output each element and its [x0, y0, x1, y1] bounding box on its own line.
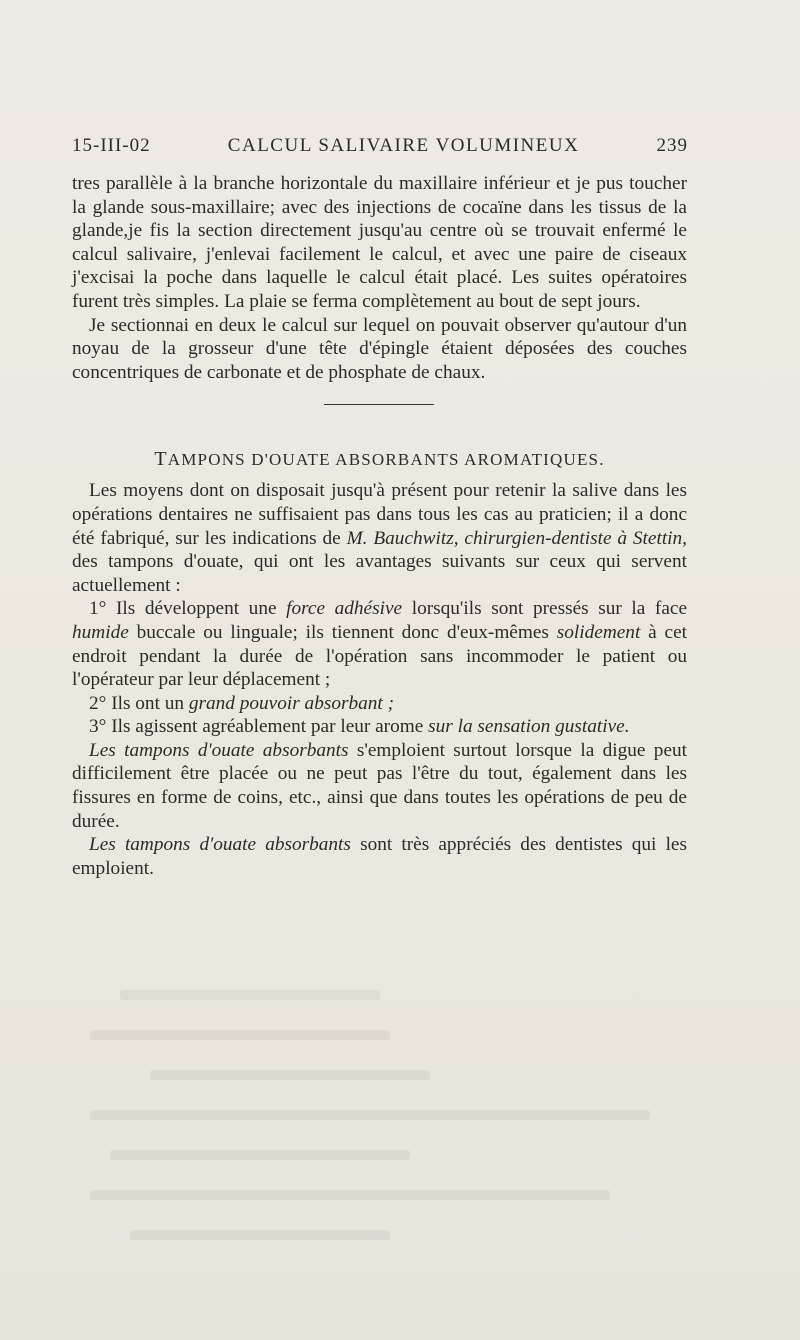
list-item — [72, 715, 687, 739]
list-text: lorsqu'ils sont pressés sur la face — [411, 598, 688, 620]
paragraph-continued: tres parallèle à la branche horizontale du maxillaire inférieur et je pus toucher la glande sous-maxillaire; avec des injections de cocaïne dans les tissus de la glande,je fis la section directement jusqu'au centre où se trouvait enfermé le calcul salivaire, j'enlevai facilement le calcul, et avec une paire de ciseaux j'excisai la poche dans laquelle le calcul était placé. Les suites opératoires furent très simples. La plaie se ferma complètement au bout de sept jours. — [72, 173, 687, 312]
list-emphasis: humide — [72, 621, 129, 643]
list-text: Ils ont un — [111, 692, 185, 714]
list-emphasis: force adhésive — [286, 598, 403, 620]
list-emphasis: grand pouvoir absorbant ; — [188, 692, 394, 714]
inventor-name: M. Bauchwitz, chirurgien-dentiste à Stettin, — [346, 527, 687, 549]
header-title: CALCUL SALIVAIRE VOLUMINEUX — [227, 135, 580, 156]
intro-text-end: des tampons d'ouate, qui ont les avantages suivants sur ceux qui servent actuellement : — [72, 551, 687, 596]
paragraph-calcul-section: Je sectionnai en deux le calcul sur lequel on pouvait observer qu'autour d'un noyau de la grosseur d'une tête d'épingle étaient déposées des couches concentriques de carbonate et de phosphate de chaux. — [72, 314, 687, 383]
list-text: Ils agissent agréablement par leur arome — [111, 716, 424, 738]
list-number: 1° — [89, 598, 107, 620]
list-text: à cet endroit pendant la durée de l'opération sans incommoder le patient ou l'opérateur par leur déplacement ; — [72, 621, 687, 691]
intro-text: Les moyens dont on disposait jusqu'à présent pour retenir la salive dans les opérations dentaires ne suffisaient pas dans tous les cas au praticien; il a donc été fabriqué, sur les indications de — [72, 480, 687, 549]
section-title — [72, 446, 687, 473]
list-text: buccale ou linguale; ils tiennent donc d'eux-mêmes — [136, 621, 549, 643]
section-title-rest: AMPONS D'OUATE ABSORBANTS AROMATIQUES. — [167, 450, 605, 470]
section-title-initial: T — [154, 448, 168, 471]
list-number: 2° — [89, 692, 107, 714]
paragraph-usage — [72, 739, 687, 833]
usage-text: s'emploient surtout lorsque la digue peut difficilement être placée ou ne peut pas l'être du tout, également dans les fissures en forme de coins, etc., ainsi que dans toutes les opérations de peu de durée. — [72, 739, 687, 832]
appreciation-text: sont très appréciés des dentistes qui les emploient. — [72, 834, 687, 879]
page-number: 239 — [656, 135, 688, 156]
separator-rule — [324, 404, 434, 405]
section-separator — [72, 384, 687, 446]
list-emphasis: solidement — [556, 621, 641, 643]
list-text: Ils développent une — [115, 598, 277, 620]
usage-emphasis: Les tampons d'ouate absorbants — [89, 739, 349, 761]
appreciation-emphasis: Les tampons d'ouate absorbants — [89, 834, 351, 856]
paragraph-appreciation — [72, 833, 687, 880]
list-item — [72, 597, 687, 691]
list-number: 3° — [89, 716, 107, 738]
paragraph-intro — [72, 479, 687, 597]
body-text — [72, 172, 687, 880]
show-through-texture — [90, 990, 710, 1270]
header-date: 15-III-02 — [72, 135, 151, 156]
running-header — [72, 135, 688, 157]
list-item — [72, 692, 687, 716]
list-emphasis: sur la sensation gustative. — [428, 716, 630, 738]
